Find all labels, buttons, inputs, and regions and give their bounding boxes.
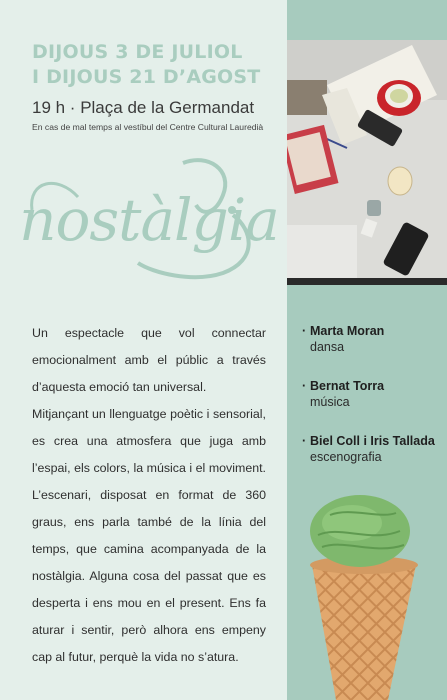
date-line-2: I DIJOUS 21 D’AGOST [32, 66, 261, 88]
desk-photo [287, 40, 447, 285]
credit-name: Marta Moran [310, 324, 385, 338]
bullet-icon: · [302, 324, 307, 338]
credit-role: música [310, 395, 350, 409]
credit-role: dansa [310, 340, 345, 354]
rain-note: En cas de mal temps al vestíbul del Centre Cultural Lauredià [32, 122, 264, 132]
bullet-icon: · [302, 379, 307, 393]
title-text: nostàlgia [19, 186, 279, 254]
credit-item [302, 323, 442, 355]
credit-item [302, 433, 442, 465]
ice-cream-cone-illustration [300, 495, 425, 700]
bullet-icon: · [302, 434, 307, 448]
title-logo [18, 155, 280, 295]
credit-role: escenografia [310, 450, 382, 464]
credits-list [302, 323, 442, 488]
credit-name: Bernat Torra [310, 379, 385, 393]
date-line-1: DIJOUS 3 DE JULIOL [32, 41, 243, 63]
event-dates [32, 40, 282, 90]
description [32, 320, 266, 671]
time-place: 19 h · Plaça de la Germandat [32, 98, 255, 117]
credit-name: Biel Coll i Iris Tallada [310, 434, 435, 448]
description-paragraph-2: Mitjançant un llenguatge poètic i sensorial, es crea una atmosfera que juga amb l’espai, els colors, la música i el moviment. L’escenari, disposat en format de 360 graus, ens parla també de la línia del temps, que camina acompanyada de la nostàlgia. Alguna cosa del passat que es desperta i ens mou en el present. Ens fa aturar i sentir, però alhora ens empeny cap al futur, perquè la vida no s’atura. [32, 407, 266, 664]
description-paragraph-1: Un espectacle que vol connectar emocionalment amb el públic a través d’aquesta emoció tan universal. [32, 326, 266, 394]
credit-item [302, 378, 442, 410]
